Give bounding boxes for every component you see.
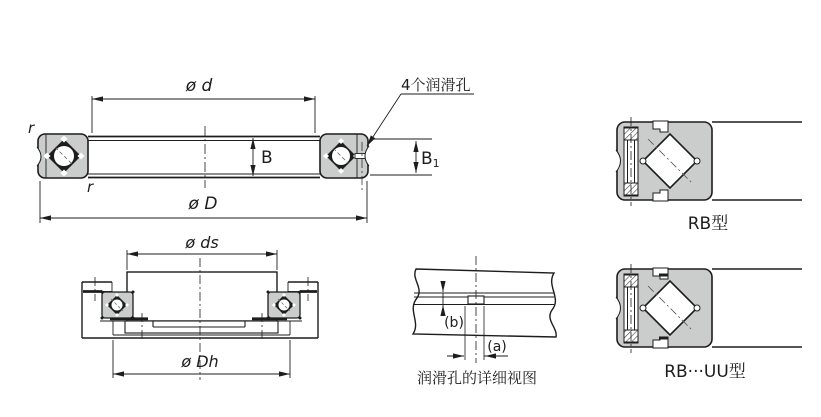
ring-section-band — [413, 269, 556, 337]
dim-width-B1 — [370, 139, 440, 175]
label-dim-a: (a) — [487, 339, 507, 355]
fixing-pin — [624, 117, 638, 206]
dim-bore-diameter — [92, 76, 315, 133]
label-dim-b: (b) — [444, 315, 464, 331]
label-r-bottom: r — [87, 178, 94, 196]
label-dim-Dh: ø Dh — [181, 352, 219, 371]
dim-shaft-seat — [127, 233, 277, 270]
fixing-pin-uu — [624, 264, 638, 353]
dim-housing-bore — [113, 340, 290, 378]
label-dim-ds: ø ds — [185, 233, 219, 252]
main-section-view — [28, 76, 474, 223]
label-dim-B1 — [421, 149, 440, 170]
label-lube-holes: 4个润滑孔 — [401, 76, 471, 94]
shaft-block — [127, 272, 277, 321]
rb-type-view — [616, 117, 802, 234]
label-dim-B1-base: B — [421, 149, 433, 169]
lube-holes-callout — [367, 76, 474, 146]
mounting-section-view — [82, 233, 318, 380]
lube-hole-detail-view — [413, 256, 556, 387]
label-dim-D: ø D — [188, 194, 218, 214]
dim-width-B — [253, 138, 273, 176]
retaining-plate — [125, 321, 278, 333]
rbuu-type-label: RB···UU型 — [664, 362, 746, 382]
label-dim-B: B — [261, 148, 273, 168]
mount-left-bearing — [101, 291, 135, 320]
left-ring-section — [37, 134, 88, 178]
detail-view-caption: 润滑孔的详细视图 — [416, 369, 538, 387]
rbuu-type-view — [616, 264, 802, 382]
label-dim-B1-sub: 1 — [432, 157, 440, 170]
label-r-top: r — [28, 119, 35, 137]
mount-right-bearing — [267, 291, 302, 320]
right-ring-section — [320, 134, 369, 192]
rb-type-label: RB型 — [687, 214, 729, 234]
label-dim-d: ø d — [185, 76, 213, 96]
